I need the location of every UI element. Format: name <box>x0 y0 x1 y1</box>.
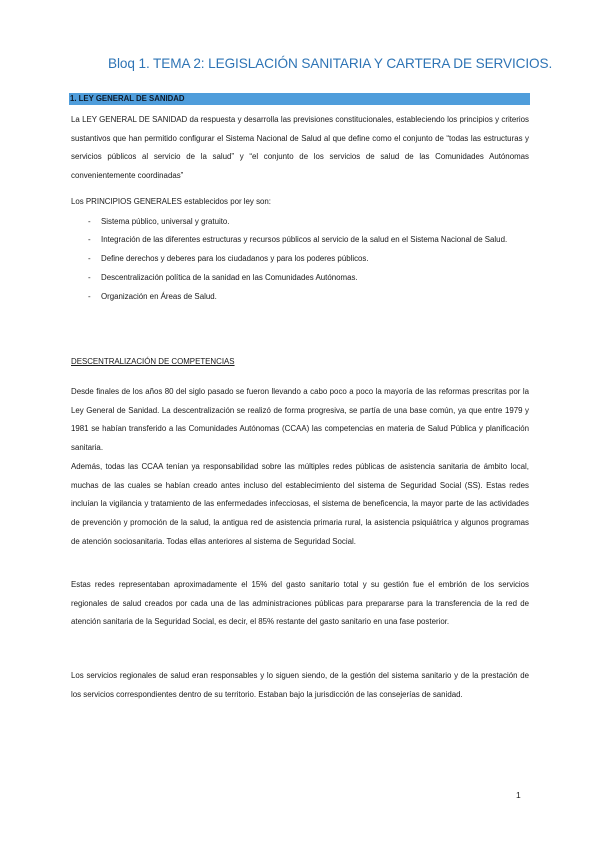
list-item: - Descentralización política de la sanidad en las Comunidades Autónomas. <box>71 269 529 288</box>
paragraph-block <box>71 383 529 458</box>
list-item: - Define derechos y deberes para los ciudadanos y para los poderes públicos. <box>71 250 529 269</box>
principles-block <box>71 193 529 306</box>
paragraph: Además, todas las CCAA tenían ya responsabilidad sobre las múltiples redes públicas de asistencia sanitaria de ámbito local, muchas de las cuales se habían creado antes incluso del establecimiento del sistema de Seguridad Social (SS). Estas redes incluían la vigilancia y tratamiento de las enfermedades infecciosas, el sistema de beneficencia, la mayor parte de las actividades de prevención y promoción de la salud, la antigua red de asistencia primaria rural, la asistencia psiquiátrica y algunos programas de atención sociosanitaria. Todas ellas anteriores al sistema de Seguridad Social. <box>71 462 529 546</box>
page-number: 1 <box>516 790 521 800</box>
paragraph: Los servicios regionales de salud eran responsables y lo siguen siendo, de la gestión del sistema sanitario y de la prestación de los servicios correspondientes dentro de su territorio. Estaban bajo la jurisdicción de las consejerías de sanidad. <box>71 671 529 699</box>
subsection-heading-block <box>71 353 529 372</box>
list-item: - Integración de las diferentes estructuras y recursos públicos al servicio de la salud en el Sistema Nacional de Salud. <box>71 231 529 250</box>
paragraph: Desde finales de los años 80 del siglo pasado se fueron llevando a cabo poco a poco la mayoría de las reformas prescritas por la Ley General de Sanidad. La descentralización se realizó de forma progresiva, se partía de una base común, ya que entre 1979 y 1981 se habían transferido a las Comunidades Autónomas (CCAA) las competencias en materia de Salud Pública y planificación sanitaria. <box>71 387 529 453</box>
subsection-heading: DESCENTRALIZACIÓN DE COMPETENCIAS <box>71 357 235 366</box>
section-heading-bar: 1. LEY GENERAL DE SANIDAD <box>69 93 530 105</box>
paragraph: Estas redes representaban aproximadamente el 15% del gasto sanitario total y su gestión fue el embrión de los servicios regionales de salud creados por cada una de las administraciones públicas para prepararse para la transferencia de la red de atención sanitaria de la Seguridad Social, es decir, el 85% restante del gasto sanitario en una fase posterior. <box>71 580 529 627</box>
list-item: - Sistema público, universal y gratuito. <box>71 213 529 232</box>
page-title: Bloq 1. TEMA 2: LEGISLACIÓN SANITARIA Y CARTERA DE SERVICIOS. <box>108 56 553 71</box>
paragraph-block <box>71 576 529 632</box>
intro-paragraph: La LEY GENERAL DE SANIDAD da respuesta y desarrolla las previsiones constitucionales, estableciendo los principios y criterios sustantivos que han permitido configurar el Sistema Nacional de Salud al que define como el conjunto de “todas las estructuras y servicios públicos al servicio de la salud” y “el conjunto de los servicios de salud de las Comunidades Autónomas convenientemente coordinadas” <box>71 115 529 181</box>
principles-list <box>71 213 529 307</box>
paragraph-block <box>71 667 529 704</box>
list-item: - Organización en Áreas de Salud. <box>71 288 529 307</box>
intro-block <box>71 111 529 186</box>
principles-intro: Los PRINCIPIOS GENERALES establecidos por ley son: <box>71 197 271 206</box>
paragraph-block <box>71 458 529 552</box>
